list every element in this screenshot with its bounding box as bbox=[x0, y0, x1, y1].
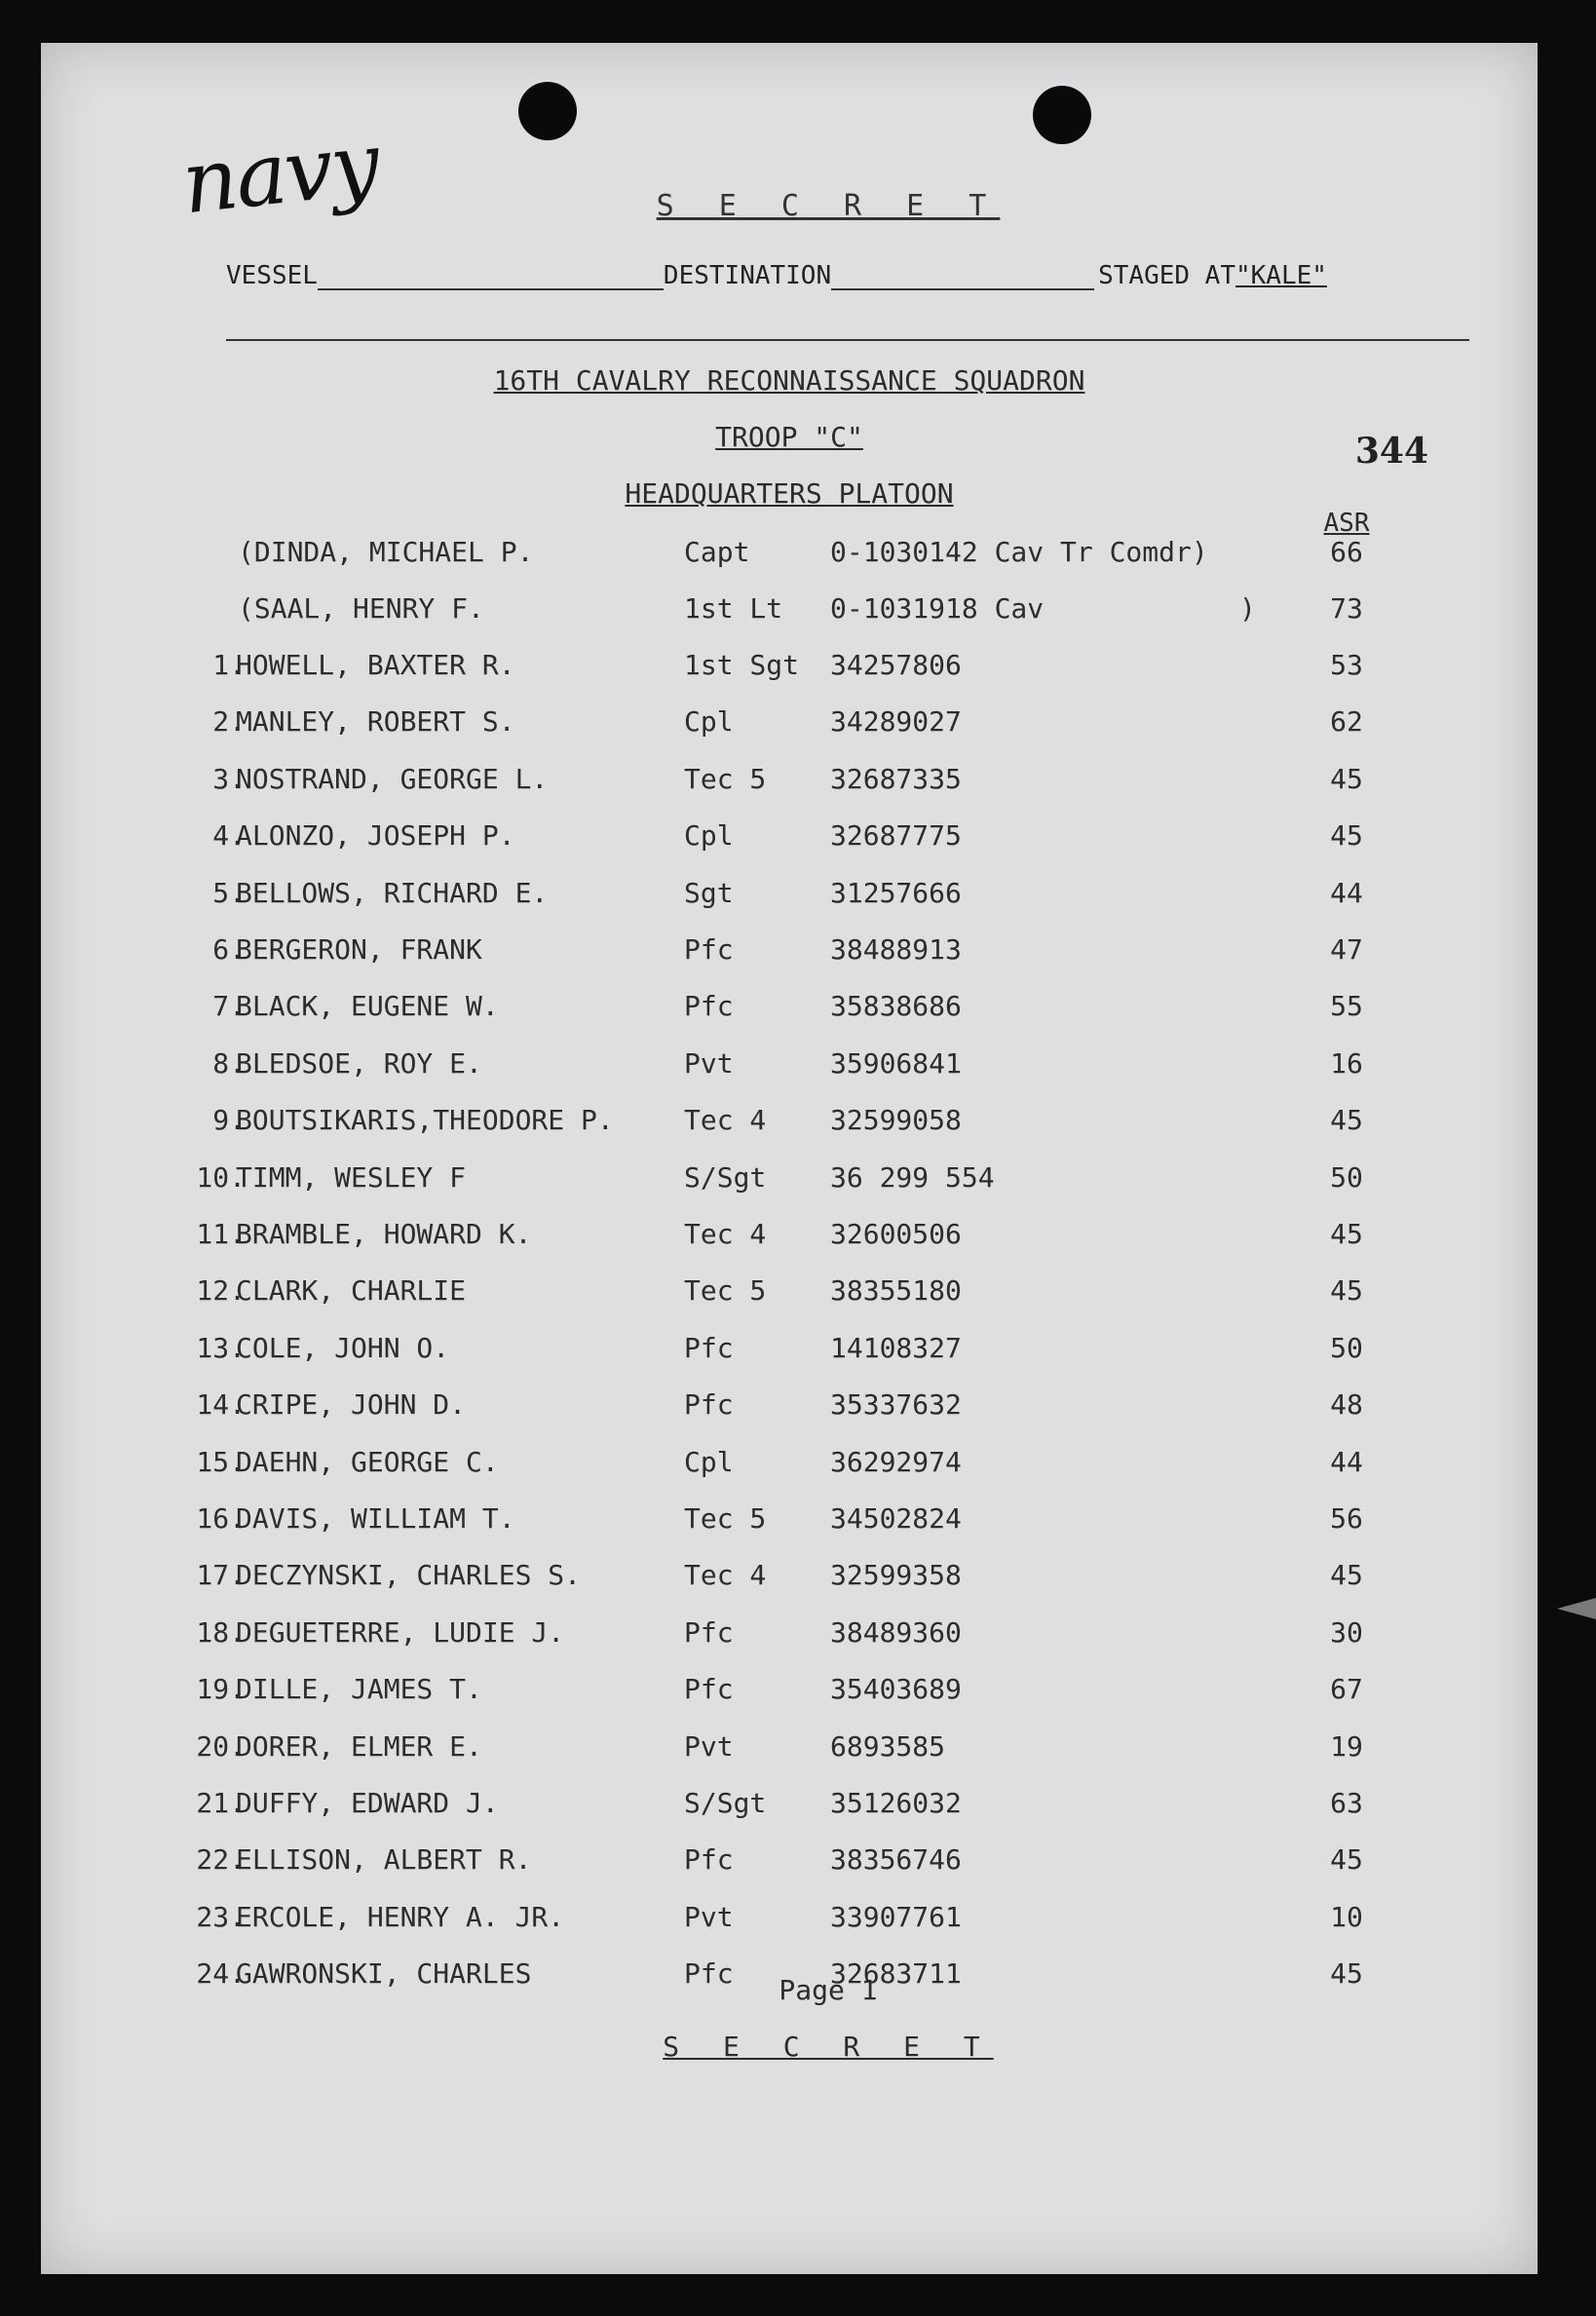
officer-rank: Capt bbox=[684, 536, 750, 568]
secret-footer: S E C R E T bbox=[663, 2031, 994, 2063]
officer-asr: 73 bbox=[1330, 592, 1363, 625]
row-number: 9. bbox=[212, 1104, 246, 1137]
paper-clip-edge bbox=[1557, 1598, 1596, 1619]
soldier-rank: Cpl bbox=[684, 705, 734, 739]
soldier-name: ERCOLE, HENRY A. JR. bbox=[236, 1900, 565, 1933]
table-row bbox=[41, 1559, 1538, 1598]
asr-score: 45 bbox=[1330, 819, 1363, 853]
asr-score: 10 bbox=[1330, 1900, 1363, 1933]
table-row bbox=[41, 705, 1538, 744]
serial-number: 32687335 bbox=[830, 762, 962, 795]
officer-rank: 1st Lt bbox=[684, 592, 783, 625]
row-number: 15. bbox=[196, 1445, 246, 1478]
soldier-rank: Pfc bbox=[684, 1388, 734, 1422]
soldier-name: COLE, JOHN O. bbox=[236, 1331, 450, 1364]
page-stamp-number: 344 bbox=[1354, 431, 1428, 472]
soldier-name: DORER, ELMER E. bbox=[236, 1729, 482, 1763]
serial-number: 35906841 bbox=[830, 1046, 962, 1080]
table-row bbox=[41, 1446, 1538, 1485]
soldier-rank: Tec 4 bbox=[684, 1559, 767, 1592]
serial-number: 31257666 bbox=[830, 876, 962, 909]
asr-score: 45 bbox=[1330, 1218, 1363, 1250]
punch-hole-left bbox=[518, 82, 577, 140]
table-row bbox=[41, 1388, 1538, 1427]
soldier-rank: Pfc bbox=[684, 1331, 734, 1364]
document-page bbox=[41, 43, 1538, 2274]
page-label: Page 1 bbox=[779, 1974, 878, 2006]
serial-number: 34257806 bbox=[830, 649, 962, 681]
row-number: 3. bbox=[212, 762, 246, 795]
table-row bbox=[41, 1332, 1538, 1371]
asr-score: 30 bbox=[1330, 1615, 1363, 1649]
asr-score: 47 bbox=[1330, 933, 1363, 966]
soldier-rank: Pfc bbox=[684, 990, 734, 1023]
soldier-name: DILLE, JAMES T. bbox=[236, 1673, 482, 1706]
table-row bbox=[41, 819, 1538, 858]
soldier-rank: Tec 5 bbox=[684, 1502, 767, 1535]
soldier-name: ALONZO, JOSEPH P. bbox=[236, 819, 515, 853]
soldier-rank: Pfc bbox=[684, 933, 734, 966]
soldier-name: BLEDSOE, ROY E. bbox=[236, 1046, 482, 1080]
row-number: 7. bbox=[212, 990, 246, 1023]
table-row bbox=[41, 1047, 1538, 1086]
soldier-rank: Tec 5 bbox=[684, 762, 767, 795]
row-number: 2. bbox=[212, 705, 246, 739]
vessel-destination-row bbox=[226, 251, 1469, 290]
table-row bbox=[41, 1901, 1538, 1940]
row-number: 10. bbox=[196, 1160, 246, 1194]
table-row bbox=[41, 1730, 1538, 1769]
serial-number: 35403689 bbox=[830, 1673, 962, 1706]
serial-number: 38489360 bbox=[830, 1615, 962, 1649]
soldier-name: MANLEY, ROBERT S. bbox=[236, 705, 515, 739]
serial-number: 32687775 bbox=[830, 819, 962, 853]
soldier-name: TIMM, WESLEY F bbox=[236, 1160, 467, 1194]
serial-number: 35126032 bbox=[830, 1787, 962, 1819]
table-row bbox=[41, 1161, 1538, 1200]
serial-number: 34502824 bbox=[830, 1502, 962, 1535]
staged-at-value: "KALE" bbox=[1235, 261, 1327, 290]
row-number: 4. bbox=[212, 819, 246, 853]
serial-number: 32600506 bbox=[830, 1218, 962, 1250]
asr-score: 44 bbox=[1330, 1445, 1363, 1478]
unit-title: 16TH CAVALRY RECONNAISSANCE SQUADRON bbox=[493, 364, 1085, 397]
officer-name: (DINDA, MICHAEL P. bbox=[238, 536, 534, 568]
row-number: 20. bbox=[196, 1729, 246, 1763]
serial-number: 34289027 bbox=[830, 705, 962, 739]
table-row bbox=[41, 933, 1538, 972]
soldier-rank: Tec 4 bbox=[684, 1104, 767, 1137]
soldier-name: GAWRONSKI, CHARLES bbox=[236, 1957, 532, 1991]
row-number: 6. bbox=[212, 933, 246, 966]
handwritten-note: navy bbox=[177, 112, 383, 234]
table-row bbox=[41, 1502, 1538, 1541]
officer-serial: 0-1031918 Cav bbox=[830, 592, 1045, 625]
header-rule bbox=[226, 339, 1469, 341]
soldier-name: DEGUETERRE, LUDIE J. bbox=[236, 1615, 565, 1649]
asr-score: 55 bbox=[1330, 990, 1363, 1023]
serial-number: 35838686 bbox=[830, 990, 962, 1023]
soldier-name: DUFFY, EDWARD J. bbox=[236, 1787, 499, 1819]
asr-score: 45 bbox=[1330, 762, 1363, 795]
asr-score: 50 bbox=[1330, 1331, 1363, 1364]
soldier-name: BRAMBLE, HOWARD K. bbox=[236, 1218, 532, 1250]
punch-hole-right bbox=[1033, 86, 1091, 144]
row-number: 17. bbox=[196, 1559, 246, 1592]
row-number: 12. bbox=[196, 1274, 246, 1308]
platoon-title: HEADQUARTERS PLATOON bbox=[625, 477, 954, 510]
row-number: 22. bbox=[196, 1843, 246, 1877]
serial-number: 6893585 bbox=[830, 1729, 946, 1763]
soldier-rank: Tec 4 bbox=[684, 1218, 767, 1250]
serial-number: 38355180 bbox=[830, 1274, 962, 1308]
table-row bbox=[41, 1616, 1538, 1655]
soldier-rank: Pvt bbox=[684, 1046, 734, 1080]
asr-score: 45 bbox=[1330, 1559, 1363, 1592]
soldier-rank: Pvt bbox=[684, 1900, 734, 1933]
serial-number: 36 299 554 bbox=[830, 1160, 995, 1194]
serial-number: 38356746 bbox=[830, 1843, 962, 1877]
table-row bbox=[41, 1274, 1538, 1313]
officer-close-paren: ) bbox=[1239, 592, 1256, 625]
officer-asr: 66 bbox=[1330, 536, 1363, 568]
row-number: 8. bbox=[212, 1046, 246, 1080]
asr-score: 53 bbox=[1330, 649, 1363, 681]
vessel-blank bbox=[318, 263, 664, 290]
soldier-rank: Pfc bbox=[684, 1615, 734, 1649]
soldier-name: CLARK, CHARLIE bbox=[236, 1274, 467, 1308]
table-row bbox=[41, 1104, 1538, 1143]
asr-score: 45 bbox=[1330, 1843, 1363, 1877]
row-number: 11. bbox=[196, 1218, 246, 1250]
table-row bbox=[41, 763, 1538, 802]
asr-score: 45 bbox=[1330, 1957, 1363, 1991]
asr-score: 45 bbox=[1330, 1274, 1363, 1308]
serial-number: 38488913 bbox=[830, 933, 962, 966]
asr-score: 56 bbox=[1330, 1502, 1363, 1535]
serial-number: 36292974 bbox=[830, 1445, 962, 1478]
soldier-rank: Sgt bbox=[684, 876, 734, 909]
serial-number: 14108327 bbox=[830, 1331, 962, 1364]
soldier-name: ELLISON, ALBERT R. bbox=[236, 1843, 532, 1877]
table-row bbox=[41, 990, 1538, 1029]
soldier-name: DAVIS, WILLIAM T. bbox=[236, 1502, 515, 1535]
vessel-label: VESSEL bbox=[226, 261, 318, 290]
table-row bbox=[41, 649, 1538, 688]
row-number: 1. bbox=[212, 649, 246, 681]
table-row bbox=[41, 1843, 1538, 1882]
soldier-rank: S/Sgt bbox=[684, 1160, 767, 1194]
officer-row bbox=[41, 592, 1538, 631]
soldier-name: BLACK, EUGENE W. bbox=[236, 990, 499, 1023]
asr-score: 44 bbox=[1330, 876, 1363, 909]
row-number: 24. bbox=[196, 1957, 246, 1991]
soldier-rank: Pfc bbox=[684, 1673, 734, 1706]
row-number: 13. bbox=[196, 1331, 246, 1364]
soldier-rank: Cpl bbox=[684, 1445, 734, 1478]
serial-number: 32683711 bbox=[830, 1957, 962, 1991]
soldier-name: DECZYNSKI, CHARLES S. bbox=[236, 1559, 582, 1592]
staged-at-label: STAGED AT bbox=[1098, 261, 1235, 290]
soldier-name: BELLOWS, RICHARD E. bbox=[236, 876, 549, 909]
soldier-name: HOWELL, BAXTER R. bbox=[236, 649, 515, 681]
asr-score: 19 bbox=[1330, 1729, 1363, 1763]
soldier-rank: Pfc bbox=[684, 1957, 734, 1991]
asr-score: 45 bbox=[1330, 1104, 1363, 1137]
row-number: 14. bbox=[196, 1388, 246, 1422]
row-number: 19. bbox=[196, 1673, 246, 1706]
secret-header: S E C R E T bbox=[656, 189, 1001, 223]
destination-label: DESTINATION bbox=[663, 261, 832, 290]
soldier-name: CRIPE, JOHN D. bbox=[236, 1388, 467, 1422]
soldier-rank: S/Sgt bbox=[684, 1787, 767, 1819]
row-number: 21. bbox=[196, 1787, 246, 1819]
soldier-name: BOUTSIKARIS,THEODORE P. bbox=[236, 1104, 614, 1137]
destination-blank bbox=[831, 263, 1094, 290]
serial-number: 32599058 bbox=[830, 1104, 962, 1137]
asr-column-header: ASR bbox=[1323, 509, 1370, 538]
troop-title: TROOP "C" bbox=[715, 421, 863, 453]
row-number: 5. bbox=[212, 876, 246, 909]
asr-score: 67 bbox=[1330, 1673, 1363, 1706]
serial-number: 35337632 bbox=[830, 1388, 962, 1422]
table-row bbox=[41, 1673, 1538, 1712]
asr-score: 63 bbox=[1330, 1787, 1363, 1819]
soldier-rank: Tec 5 bbox=[684, 1274, 767, 1308]
officer-serial: 0-1030142 Cav Tr Comdr) bbox=[830, 536, 1208, 568]
soldier-rank: Pvt bbox=[684, 1729, 734, 1763]
asr-score: 16 bbox=[1330, 1046, 1363, 1080]
serial-number: 33907761 bbox=[830, 1900, 962, 1933]
table-row bbox=[41, 1787, 1538, 1826]
table-row bbox=[41, 877, 1538, 916]
row-number: 16. bbox=[196, 1502, 246, 1535]
row-number: 23. bbox=[196, 1900, 246, 1933]
asr-score: 48 bbox=[1330, 1388, 1363, 1422]
row-number: 18. bbox=[196, 1615, 246, 1649]
table-row bbox=[41, 1218, 1538, 1257]
soldier-name: BERGERON, FRANK bbox=[236, 933, 482, 966]
serial-number: 32599358 bbox=[830, 1559, 962, 1592]
officer-row bbox=[41, 536, 1538, 575]
soldier-rank: 1st Sgt bbox=[684, 649, 800, 681]
soldier-name: NOSTRAND, GEORGE L. bbox=[236, 762, 549, 795]
soldier-name: DAEHN, GEORGE C. bbox=[236, 1445, 499, 1478]
asr-score: 50 bbox=[1330, 1160, 1363, 1194]
officer-name: (SAAL, HENRY F. bbox=[238, 592, 484, 625]
soldier-rank: Cpl bbox=[684, 819, 734, 853]
soldier-rank: Pfc bbox=[684, 1843, 734, 1877]
asr-score: 62 bbox=[1330, 705, 1363, 739]
